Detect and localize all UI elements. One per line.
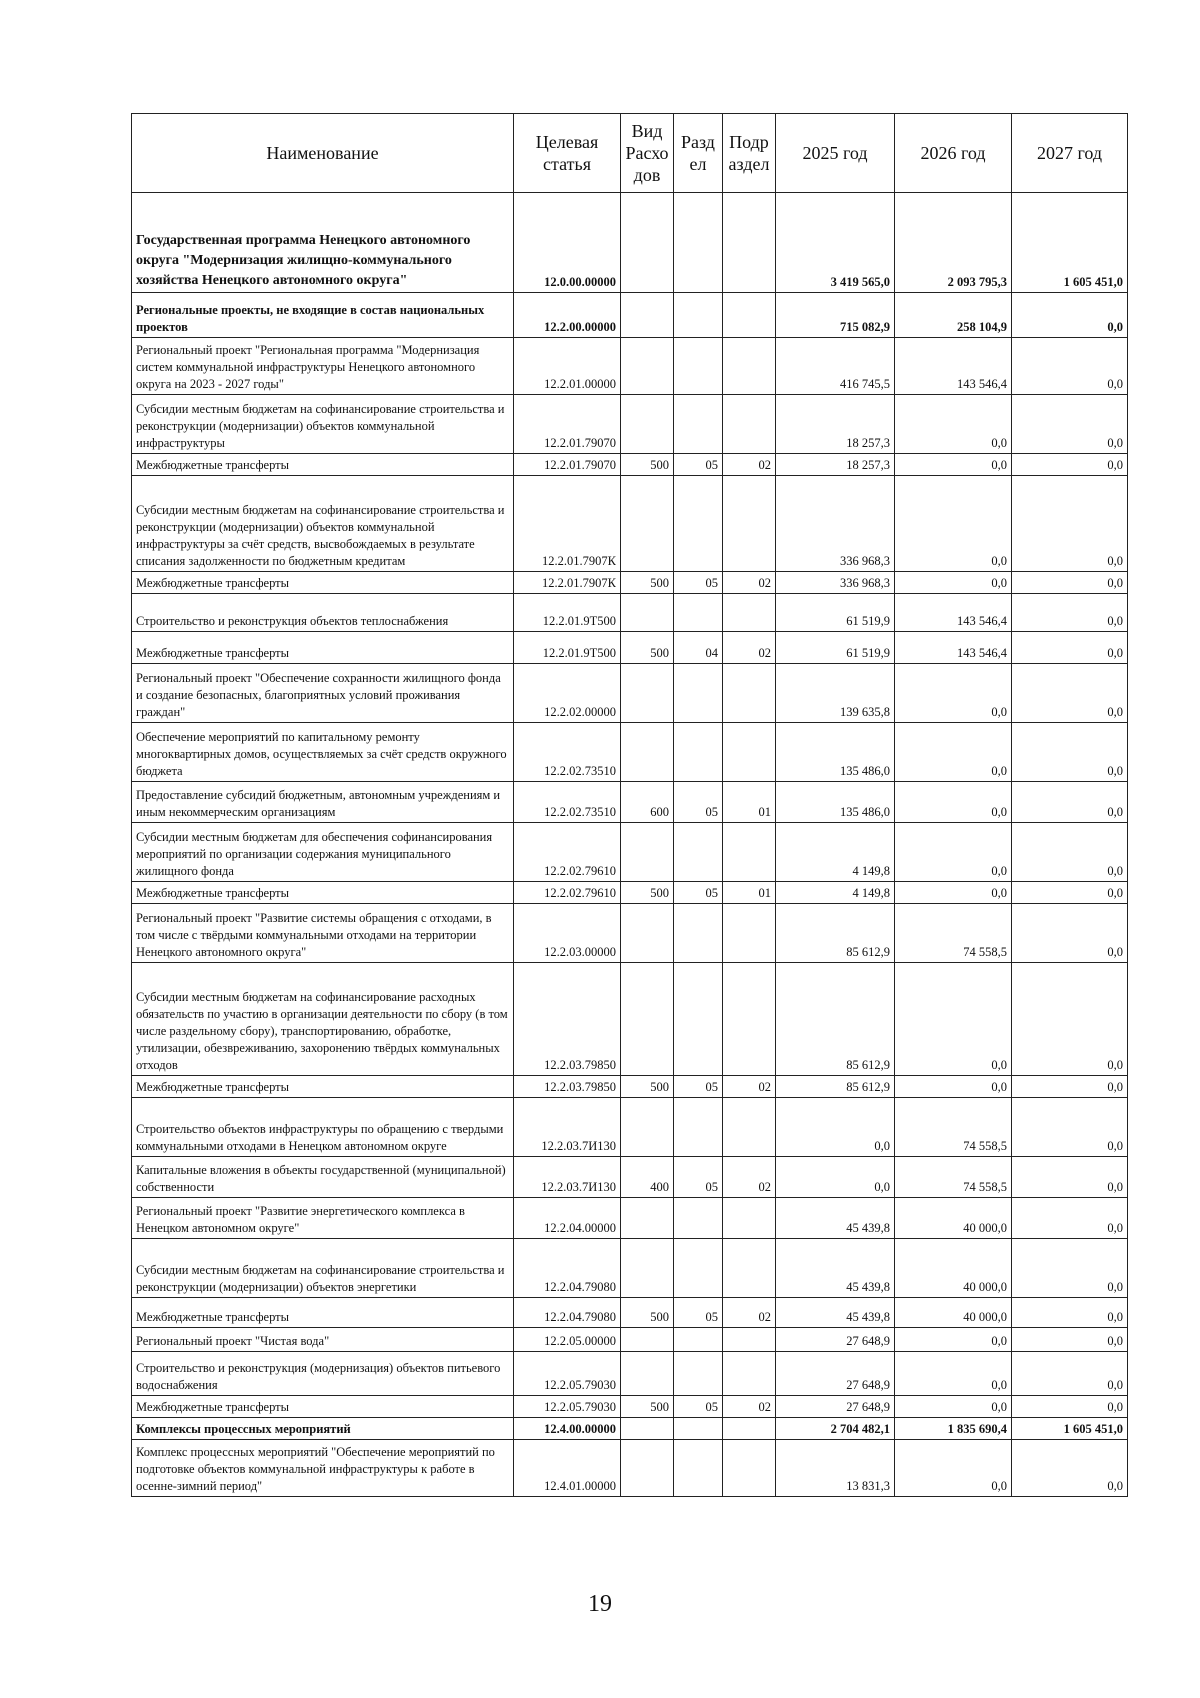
row-name: Строительство и реконструкция объектов теплоснабжения — [132, 594, 514, 632]
row-amount-2025: 139 635,8 — [776, 664, 895, 723]
row-target-code: 12.2.03.7И130 — [514, 1157, 621, 1198]
row-expense-type — [621, 904, 674, 963]
row-target-code: 12.2.02.00000 — [514, 664, 621, 723]
row-section — [674, 1239, 723, 1298]
row-name: Субсидии местным бюджетам на софинансирование расходных обязательств по участию в организации деятельности по сбору (в том числе раздельному сбору), транспортированию, обработке, утилизации, обезвреживанию, захоронению твёрдых коммунальных отходов — [132, 963, 514, 1076]
row-section: 05 — [674, 1076, 723, 1098]
row-amount-2025: 18 257,3 — [776, 395, 895, 454]
row-amount-2025: 27 648,9 — [776, 1328, 895, 1352]
row-section: 04 — [674, 632, 723, 664]
row-amount-2026: 0,0 — [895, 963, 1012, 1076]
row-amount-2025: 4 149,8 — [776, 882, 895, 904]
row-name: Межбюджетные трансферты — [132, 882, 514, 904]
row-section — [674, 1198, 723, 1239]
row-amount-2025: 135 486,0 — [776, 723, 895, 782]
row-amount-2027: 0,0 — [1012, 1076, 1128, 1098]
row-section — [674, 1352, 723, 1396]
row-amount-2027: 0,0 — [1012, 338, 1128, 395]
row-target-code: 12.2.01.79070 — [514, 454, 621, 476]
row-name: Межбюджетные трансферты — [132, 632, 514, 664]
table-row — [132, 963, 1128, 1076]
row-section — [674, 293, 723, 338]
row-subsection — [723, 1198, 776, 1239]
table-row — [132, 904, 1128, 963]
row-target-code: 12.2.02.73510 — [514, 782, 621, 823]
row-name: Региональные проекты, не входящие в состав национальных проектов — [132, 293, 514, 338]
row-section — [674, 823, 723, 882]
row-amount-2025: 416 745,5 — [776, 338, 895, 395]
table-row — [132, 1076, 1128, 1098]
row-target-code: 12.2.01.7907К — [514, 572, 621, 594]
row-subsection — [723, 823, 776, 882]
table-row — [132, 1239, 1128, 1298]
row-amount-2027: 0,0 — [1012, 1328, 1128, 1352]
row-amount-2026: 0,0 — [895, 823, 1012, 882]
row-target-code: 12.0.00.00000 — [514, 193, 621, 293]
row-subsection — [723, 664, 776, 723]
row-name: Строительство и реконструкция (модернизация) объектов питьевого водоснабжения — [132, 1352, 514, 1396]
row-amount-2027: 0,0 — [1012, 1239, 1128, 1298]
row-subsection — [723, 338, 776, 395]
row-subsection — [723, 395, 776, 454]
row-target-code: 12.2.05.79030 — [514, 1396, 621, 1418]
table-row — [132, 395, 1128, 454]
row-expense-type — [621, 1239, 674, 1298]
row-section — [674, 664, 723, 723]
row-name: Региональный проект "Развитие системы обращения с отходами, в том числе с твёрдыми коммунальными отходами на территории Ненецкого автономного округа" — [132, 904, 514, 963]
row-name: Субсидии местным бюджетам на софинансирование строительства и реконструкции (модернизации) объектов энергетики — [132, 1239, 514, 1298]
row-subsection — [723, 963, 776, 1076]
row-amount-2025: 0,0 — [776, 1098, 895, 1157]
page-number: 19 — [588, 1591, 612, 1617]
row-amount-2027: 0,0 — [1012, 1298, 1128, 1328]
row-expense-type — [621, 823, 674, 882]
row-name: Региональный проект "Обеспечение сохранности жилищного фонда и создание безопасных, благоприятных условий проживания граждан" — [132, 664, 514, 723]
row-expense-type — [621, 193, 674, 293]
row-amount-2026: 0,0 — [895, 723, 1012, 782]
row-amount-2026: 0,0 — [895, 1076, 1012, 1098]
table-row — [132, 1098, 1128, 1157]
row-target-code: 12.2.03.79850 — [514, 1076, 621, 1098]
row-amount-2026: 2 093 795,3 — [895, 193, 1012, 293]
row-name: Межбюджетные трансферты — [132, 454, 514, 476]
row-target-code: 12.4.00.00000 — [514, 1418, 621, 1440]
row-section — [674, 1440, 723, 1497]
table-row — [132, 1298, 1128, 1328]
row-expense-type — [621, 1098, 674, 1157]
row-target-code: 12.2.05.79030 — [514, 1352, 621, 1396]
row-amount-2027: 0,0 — [1012, 572, 1128, 594]
row-amount-2026: 0,0 — [895, 882, 1012, 904]
table-row — [132, 193, 1128, 293]
table-row — [132, 664, 1128, 723]
row-section: 05 — [674, 454, 723, 476]
row-amount-2027: 0,0 — [1012, 782, 1128, 823]
row-amount-2025: 61 519,9 — [776, 594, 895, 632]
table-row — [132, 338, 1128, 395]
row-amount-2026: 1 835 690,4 — [895, 1418, 1012, 1440]
row-amount-2025: 85 612,9 — [776, 1076, 895, 1098]
row-amount-2026: 0,0 — [895, 782, 1012, 823]
row-amount-2025: 0,0 — [776, 1157, 895, 1198]
row-subsection: 02 — [723, 632, 776, 664]
row-expense-type — [621, 963, 674, 1076]
row-expense-type — [621, 293, 674, 338]
row-amount-2027: 1 605 451,0 — [1012, 1418, 1128, 1440]
row-target-code: 12.2.01.7907К — [514, 476, 621, 572]
row-subsection — [723, 723, 776, 782]
row-name: Комплекс процессных мероприятий "Обеспечение мероприятий по подготовке объектов коммунальной инфраструктуры к работе в осенне-зимний период" — [132, 1440, 514, 1497]
header-year-2027: 2027 год — [1012, 114, 1128, 193]
row-subsection: 02 — [723, 1298, 776, 1328]
row-name: Региональный проект "Развитие энергетического комплекса в Ненецком автономном округе" — [132, 1198, 514, 1239]
table-row — [132, 1198, 1128, 1239]
row-section — [674, 338, 723, 395]
row-amount-2027: 0,0 — [1012, 823, 1128, 882]
row-expense-type: 500 — [621, 454, 674, 476]
row-amount-2026: 0,0 — [895, 572, 1012, 594]
row-name: Межбюджетные трансферты — [132, 572, 514, 594]
table-row — [132, 882, 1128, 904]
row-name: Предоставление субсидий бюджетным, автономным учреждениям и иным некоммерческим организациям — [132, 782, 514, 823]
row-amount-2026: 0,0 — [895, 454, 1012, 476]
row-subsection: 01 — [723, 882, 776, 904]
row-expense-type: 500 — [621, 1298, 674, 1328]
row-expense-type: 600 — [621, 782, 674, 823]
row-target-code: 12.4.01.00000 — [514, 1440, 621, 1497]
row-expense-type — [621, 476, 674, 572]
row-amount-2027: 0,0 — [1012, 476, 1128, 572]
row-section — [674, 723, 723, 782]
row-expense-type — [621, 338, 674, 395]
row-amount-2027: 0,0 — [1012, 454, 1128, 476]
row-target-code: 12.2.04.79080 — [514, 1239, 621, 1298]
row-amount-2025: 13 831,3 — [776, 1440, 895, 1497]
row-expense-type — [621, 723, 674, 782]
row-amount-2025: 27 648,9 — [776, 1352, 895, 1396]
table-row — [132, 476, 1128, 572]
row-expense-type: 400 — [621, 1157, 674, 1198]
row-expense-type — [621, 1418, 674, 1440]
table-row — [132, 594, 1128, 632]
row-name: Капитальные вложения в объекты государственной (муниципальной) собственности — [132, 1157, 514, 1198]
row-subsection: 02 — [723, 1076, 776, 1098]
row-amount-2025: 336 968,3 — [776, 572, 895, 594]
row-name: Государственная программа Ненецкого автономного округа "Модернизация жилищно-коммунального хозяйства Ненецкого автономного округа" — [132, 193, 514, 293]
row-amount-2027: 0,0 — [1012, 963, 1128, 1076]
row-expense-type: 500 — [621, 572, 674, 594]
row-target-code: 12.2.01.9Т500 — [514, 594, 621, 632]
row-amount-2026: 0,0 — [895, 1440, 1012, 1497]
row-name: Региональный проект "Чистая вода" — [132, 1328, 514, 1352]
row-expense-type: 500 — [621, 632, 674, 664]
row-amount-2026: 0,0 — [895, 1352, 1012, 1396]
row-amount-2025: 45 439,8 — [776, 1198, 895, 1239]
header-razdel: Разд ел — [674, 114, 723, 193]
row-subsection — [723, 193, 776, 293]
table-row — [132, 632, 1128, 664]
row-subsection: 02 — [723, 572, 776, 594]
row-name: Комплексы процессных мероприятий — [132, 1418, 514, 1440]
row-amount-2026: 74 558,5 — [895, 1098, 1012, 1157]
header-vid: Вид Расхо дов — [621, 114, 674, 193]
row-expense-type: 500 — [621, 1076, 674, 1098]
row-target-code: 12.2.05.00000 — [514, 1328, 621, 1352]
row-section: 05 — [674, 882, 723, 904]
row-section: 05 — [674, 1157, 723, 1198]
row-expense-type: 500 — [621, 882, 674, 904]
row-name: Межбюджетные трансферты — [132, 1298, 514, 1328]
row-subsection — [723, 904, 776, 963]
budget-table — [131, 113, 1128, 1497]
table-row — [132, 823, 1128, 882]
row-amount-2025: 18 257,3 — [776, 454, 895, 476]
table-body — [132, 193, 1128, 1497]
row-amount-2026: 0,0 — [895, 1328, 1012, 1352]
row-expense-type — [621, 664, 674, 723]
table-row — [132, 1352, 1128, 1396]
row-section: 05 — [674, 572, 723, 594]
row-amount-2027: 0,0 — [1012, 882, 1128, 904]
row-amount-2027: 0,0 — [1012, 1396, 1128, 1418]
row-section — [674, 963, 723, 1076]
table-row — [132, 1440, 1128, 1497]
row-amount-2026: 40 000,0 — [895, 1239, 1012, 1298]
row-amount-2026: 143 546,4 — [895, 594, 1012, 632]
row-name: Субсидии местным бюджетам для обеспечения софинансирования мероприятий по организации содержания муниципального жилищного фонда — [132, 823, 514, 882]
row-amount-2025: 135 486,0 — [776, 782, 895, 823]
row-amount-2025: 85 612,9 — [776, 904, 895, 963]
row-expense-type — [621, 1440, 674, 1497]
row-amount-2026: 258 104,9 — [895, 293, 1012, 338]
row-name: Обеспечение мероприятий по капитальному ремонту многоквартирных домов, осуществляемых за счёт средств окружного бюджета — [132, 723, 514, 782]
row-amount-2027: 0,0 — [1012, 632, 1128, 664]
row-section — [674, 395, 723, 454]
row-target-code: 12.2.03.79850 — [514, 963, 621, 1076]
row-expense-type: 500 — [621, 1396, 674, 1418]
row-amount-2027: 0,0 — [1012, 1198, 1128, 1239]
row-section — [674, 1418, 723, 1440]
row-amount-2025: 85 612,9 — [776, 963, 895, 1076]
row-target-code: 12.2.02.73510 — [514, 723, 621, 782]
row-section — [674, 476, 723, 572]
row-target-code: 12.2.00.00000 — [514, 293, 621, 338]
row-amount-2027: 0,0 — [1012, 1440, 1128, 1497]
table-row — [132, 454, 1128, 476]
row-name: Межбюджетные трансферты — [132, 1396, 514, 1418]
row-subsection: 02 — [723, 1396, 776, 1418]
header-year-2026: 2026 год — [895, 114, 1012, 193]
table-row — [132, 782, 1128, 823]
row-amount-2026: 74 558,5 — [895, 904, 1012, 963]
row-target-code: 12.2.03.00000 — [514, 904, 621, 963]
row-section — [674, 193, 723, 293]
row-subsection — [723, 293, 776, 338]
row-subsection — [723, 1239, 776, 1298]
row-name: Региональный проект "Региональная программа "Модернизация систем коммунальной инфраструктуры Ненецкого автономного округа на 2023 - 2027 годы" — [132, 338, 514, 395]
row-amount-2027: 0,0 — [1012, 395, 1128, 454]
row-section: 05 — [674, 782, 723, 823]
row-subsection — [723, 594, 776, 632]
row-amount-2027: 0,0 — [1012, 1157, 1128, 1198]
row-amount-2026: 40 000,0 — [895, 1298, 1012, 1328]
row-amount-2025: 4 149,8 — [776, 823, 895, 882]
row-amount-2025: 2 704 482,1 — [776, 1418, 895, 1440]
table-row — [132, 723, 1128, 782]
row-amount-2025: 336 968,3 — [776, 476, 895, 572]
row-subsection: 02 — [723, 1157, 776, 1198]
table-row — [132, 293, 1128, 338]
table-row — [132, 572, 1128, 594]
row-amount-2025: 61 519,9 — [776, 632, 895, 664]
row-amount-2027: 0,0 — [1012, 723, 1128, 782]
row-name: Субсидии местным бюджетам на софинансирование строительства и реконструкции (модернизации) объектов коммунальной инфраструктуры за счёт средств, высвобождаемых в результате списания задолженности по бюджетным кредитам — [132, 476, 514, 572]
header-name: Наименование — [132, 114, 514, 193]
row-subsection — [723, 476, 776, 572]
row-subsection — [723, 1328, 776, 1352]
row-amount-2026: 143 546,4 — [895, 338, 1012, 395]
row-subsection — [723, 1440, 776, 1497]
row-name: Субсидии местным бюджетам на софинансирование строительства и реконструкции (модернизации) объектов коммунальной инфраструктуры — [132, 395, 514, 454]
row-target-code: 12.2.04.79080 — [514, 1298, 621, 1328]
row-section — [674, 1328, 723, 1352]
row-amount-2027: 0,0 — [1012, 594, 1128, 632]
row-target-code: 12.2.02.79610 — [514, 882, 621, 904]
row-expense-type — [621, 395, 674, 454]
row-amount-2027: 0,0 — [1012, 1352, 1128, 1396]
row-name: Межбюджетные трансферты — [132, 1076, 514, 1098]
table-row — [132, 1157, 1128, 1198]
row-subsection: 02 — [723, 454, 776, 476]
row-amount-2026: 143 546,4 — [895, 632, 1012, 664]
row-target-code: 12.2.01.9Т500 — [514, 632, 621, 664]
row-target-code: 12.2.04.00000 — [514, 1198, 621, 1239]
row-section: 05 — [674, 1298, 723, 1328]
row-subsection — [723, 1352, 776, 1396]
row-amount-2026: 40 000,0 — [895, 1198, 1012, 1239]
row-amount-2027: 0,0 — [1012, 904, 1128, 963]
row-amount-2027: 0,0 — [1012, 293, 1128, 338]
row-name: Строительство объектов инфраструктуры по обращению с твердыми коммунальными отходами в Ненецком автономном округе — [132, 1098, 514, 1157]
row-expense-type — [621, 1352, 674, 1396]
row-expense-type — [621, 1328, 674, 1352]
row-subsection — [723, 1098, 776, 1157]
row-section — [674, 904, 723, 963]
row-amount-2027: 0,0 — [1012, 664, 1128, 723]
row-amount-2027: 1 605 451,0 — [1012, 193, 1128, 293]
row-amount-2025: 45 439,8 — [776, 1298, 895, 1328]
row-amount-2026: 0,0 — [895, 476, 1012, 572]
row-subsection — [723, 1418, 776, 1440]
row-section: 05 — [674, 1396, 723, 1418]
row-amount-2025: 27 648,9 — [776, 1396, 895, 1418]
row-expense-type — [621, 594, 674, 632]
row-section — [674, 1098, 723, 1157]
row-amount-2025: 3 419 565,0 — [776, 193, 895, 293]
row-amount-2026: 0,0 — [895, 1396, 1012, 1418]
row-section — [674, 594, 723, 632]
row-target-code: 12.2.01.79070 — [514, 395, 621, 454]
row-amount-2026: 0,0 — [895, 395, 1012, 454]
table-row — [132, 1418, 1128, 1440]
table-row — [132, 1396, 1128, 1418]
row-expense-type — [621, 1198, 674, 1239]
row-target-code: 12.2.03.7И130 — [514, 1098, 621, 1157]
row-amount-2027: 0,0 — [1012, 1098, 1128, 1157]
header-podrazdel: Подр аздел — [723, 114, 776, 193]
row-amount-2026: 74 558,5 — [895, 1157, 1012, 1198]
header-target: Целевая статья — [514, 114, 621, 193]
header-year-2025: 2025 год — [776, 114, 895, 193]
row-subsection: 01 — [723, 782, 776, 823]
row-target-code: 12.2.01.00000 — [514, 338, 621, 395]
row-target-code: 12.2.02.79610 — [514, 823, 621, 882]
table-row — [132, 1328, 1128, 1352]
row-amount-2025: 715 082,9 — [776, 293, 895, 338]
row-amount-2025: 45 439,8 — [776, 1239, 895, 1298]
table-header-row — [132, 114, 1128, 193]
row-amount-2026: 0,0 — [895, 664, 1012, 723]
